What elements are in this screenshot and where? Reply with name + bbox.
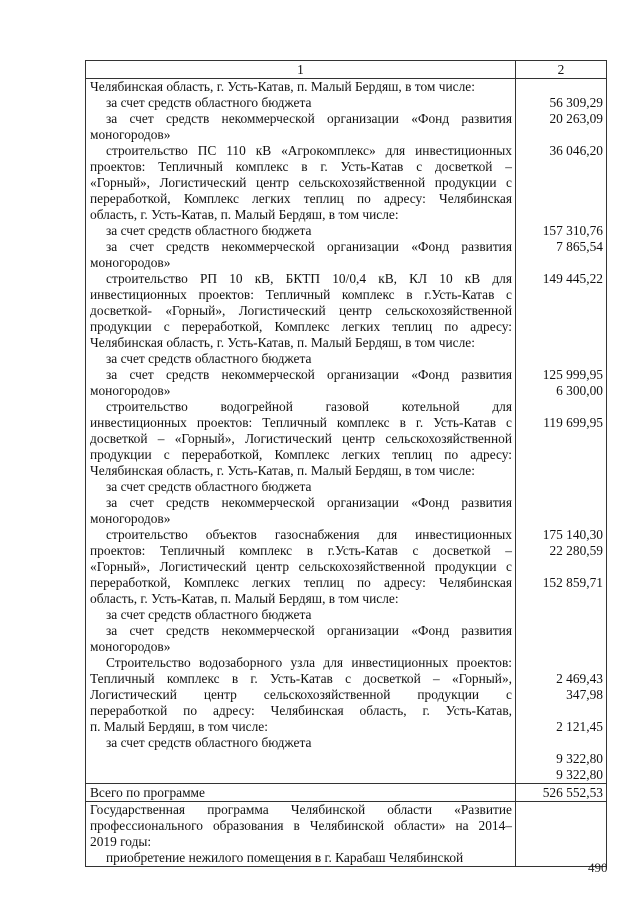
text-line: «Горный», Логистический центр сельскохозяйственной продукции с (90, 559, 512, 574)
amount-value (518, 351, 603, 367)
amount-value (518, 447, 603, 463)
table-row (86, 79, 607, 784)
text-line: за счет средств областного бюджета (106, 223, 312, 238)
amount-value (518, 335, 603, 351)
text-line: строительство ПС 110 кВ «Агрокомплекс» для инвестиционных (106, 143, 512, 158)
amount-value (518, 623, 603, 639)
amount-value: 149 445,22 (542, 271, 603, 286)
amount-value: 56 309,29 (549, 95, 603, 110)
amount-value (518, 495, 603, 511)
amount-value: 2 469,43 (556, 671, 603, 686)
amount-value (518, 511, 603, 527)
text-line: область, г. Усть-Катав, п. Малый Бердяш, в том числе: (90, 207, 399, 222)
amount-value: 152 859,71 (542, 575, 603, 590)
row-description (86, 79, 515, 751)
amount-value (518, 703, 603, 719)
text-line: строительство водогрейной газовой котельной для (106, 399, 512, 414)
text-line: за счет средств некоммерческой организации «Фонд развития (106, 623, 512, 638)
amount-value (518, 127, 603, 143)
amount-value (518, 639, 603, 655)
amount-value: 22 280,59 (549, 543, 603, 558)
text-line: продукции с переработкой, Комплекс легких теплиц по адресу: (90, 319, 512, 334)
text-line: моногородов» (90, 383, 171, 398)
text-line: моногородов» (90, 127, 171, 142)
text-line: строительство объектов газоснабжения для инвестиционных (106, 527, 512, 542)
amount-value (518, 159, 603, 175)
text-line: моногородов» (90, 255, 171, 270)
text-line: Челябинская область, г. Усть-Катав, п. Малый Бердяш, в том числе: (90, 335, 475, 350)
amount-value (518, 303, 603, 319)
text-line: инвестиционных проектов: Тепличный комплекс в г.Усть-Катав с (90, 287, 512, 302)
text-line: за счет средств областного бюджета (106, 735, 312, 750)
amount-value (518, 559, 603, 575)
header-col-2: 2 (516, 61, 607, 79)
amount-value (518, 399, 603, 415)
text-line: строительство РП 10 кВ, БКТП 10/0,4 кВ, КЛ 10 кВ для (106, 271, 512, 286)
amount-value: 347,98 (566, 687, 603, 702)
table-row (86, 802, 607, 867)
amount-value (518, 479, 603, 495)
amount-value: 157 310,76 (542, 223, 603, 238)
text-line: Челябинская область, г. Усть-Катав, п. Малый Бердяш, в том числе: (90, 79, 475, 94)
amount-value: 9 322,80 (556, 767, 603, 782)
amount-value (518, 591, 603, 607)
text-line: проектов: Тепличный комплекс в г. Усть-Катав с досветкой – (90, 159, 512, 174)
text-line: переработкой, Комплекс легких теплиц по адресу: Челябинская (90, 575, 512, 590)
text-line: досветкой- «Горный», Логистический центр сельскохозяйственной (90, 303, 512, 318)
text-line: продукции с переработкой, Комплекс легких теплиц по адресу: (90, 447, 512, 462)
text-line: за счет средств некоммерческой организации «Фонд развития (106, 111, 512, 126)
amount-value (518, 255, 603, 271)
text-line: Логистический центр сельскохозяйственной продукции с (90, 687, 512, 702)
amount-value (518, 607, 603, 623)
text-line: «Горный», Логистический центр сельскохозяйственной продукции с (90, 175, 512, 190)
amount-value (518, 431, 603, 447)
text-line: переработкой, Комплекс легких теплиц по адресу: Челябинская (90, 191, 512, 206)
text-line: досветкой – «Горный», Логистический центр сельскохозяйственной (90, 431, 512, 446)
header-row (86, 61, 607, 79)
amount-value (518, 287, 603, 303)
amount-value (518, 735, 603, 751)
amount-value (518, 655, 603, 671)
amount-value: 9 322,80 (556, 751, 603, 766)
header-col-1: 1 (86, 61, 516, 79)
funding-table (85, 60, 607, 867)
text-line: переработкой по адресу: Челябинская область, г. Усть-Катав, (90, 703, 512, 718)
text-line: п. Малый Бердяш, в том числе: (90, 719, 268, 734)
amount-value: 2 121,45 (556, 719, 603, 734)
amount-value (518, 319, 603, 335)
text-line: за счет средств областного бюджета (106, 95, 312, 110)
text-line: инвестиционных проектов: Тепличный комплекс в г. Усть-Катав с (90, 415, 512, 430)
text-line: Строительство водозаборного узла для инвестиционных проектов: (106, 655, 512, 670)
amount-value: 20 263,09 (549, 111, 603, 126)
page-number: 490 (588, 860, 608, 875)
total-row (86, 784, 607, 802)
amount-value: 7 865,54 (556, 239, 603, 254)
text-line: приобретение нежилого помещения в г. Карабаш Челябинской (106, 850, 464, 865)
amount-value (518, 463, 603, 479)
text-line: за счет средств некоммерческой организации «Фонд развития (106, 239, 512, 254)
amount-value: 125 999,95 (542, 367, 603, 382)
text-line: моногородов» (90, 639, 171, 654)
text-line: за счет средств областного бюджета (106, 607, 312, 622)
text-line: профессионального образования в Челябинской области» на 2014– (90, 818, 512, 833)
amount-value (518, 79, 603, 95)
amount-value (518, 191, 603, 207)
amount-value (518, 207, 603, 223)
amount-value (518, 175, 603, 191)
amount-value: 175 140,30 (542, 527, 603, 542)
text-line: 2019 годы: (90, 834, 152, 849)
text-line: за счет средств некоммерческой организации «Фонд развития (106, 367, 512, 382)
text-line: моногородов» (90, 511, 171, 526)
amount-value: 36 046,20 (549, 143, 603, 158)
amount-value: 6 300,00 (556, 383, 603, 398)
text-line: Государственная программа Челябинской области «Развитие (90, 802, 512, 817)
text-line: область, г. Усть-Катав, п. Малый Бердяш, в том числе: (90, 591, 399, 606)
text-line: Челябинская область, г. Усть-Катав, п. Малый Бердяш, в том числе: (90, 463, 475, 478)
total-label: Всего по программе (90, 785, 205, 800)
text-line: проектов: Тепличный комплекс в г.Усть-Катав с досветкой – (90, 543, 512, 558)
next-section-description (86, 802, 515, 866)
amount-value: 119 699,95 (543, 415, 603, 430)
row-amounts (516, 79, 606, 783)
text-line: Тепличный комплекс в г. Усть-Катав с досветкой – «Горный», (90, 671, 512, 686)
text-line: за счет средств областного бюджета (106, 479, 312, 494)
text-line: за счет средств некоммерческой организации «Фонд развития (106, 495, 512, 510)
total-value: 526 552,53 (542, 785, 603, 800)
text-line: за счет средств областного бюджета (106, 351, 312, 366)
